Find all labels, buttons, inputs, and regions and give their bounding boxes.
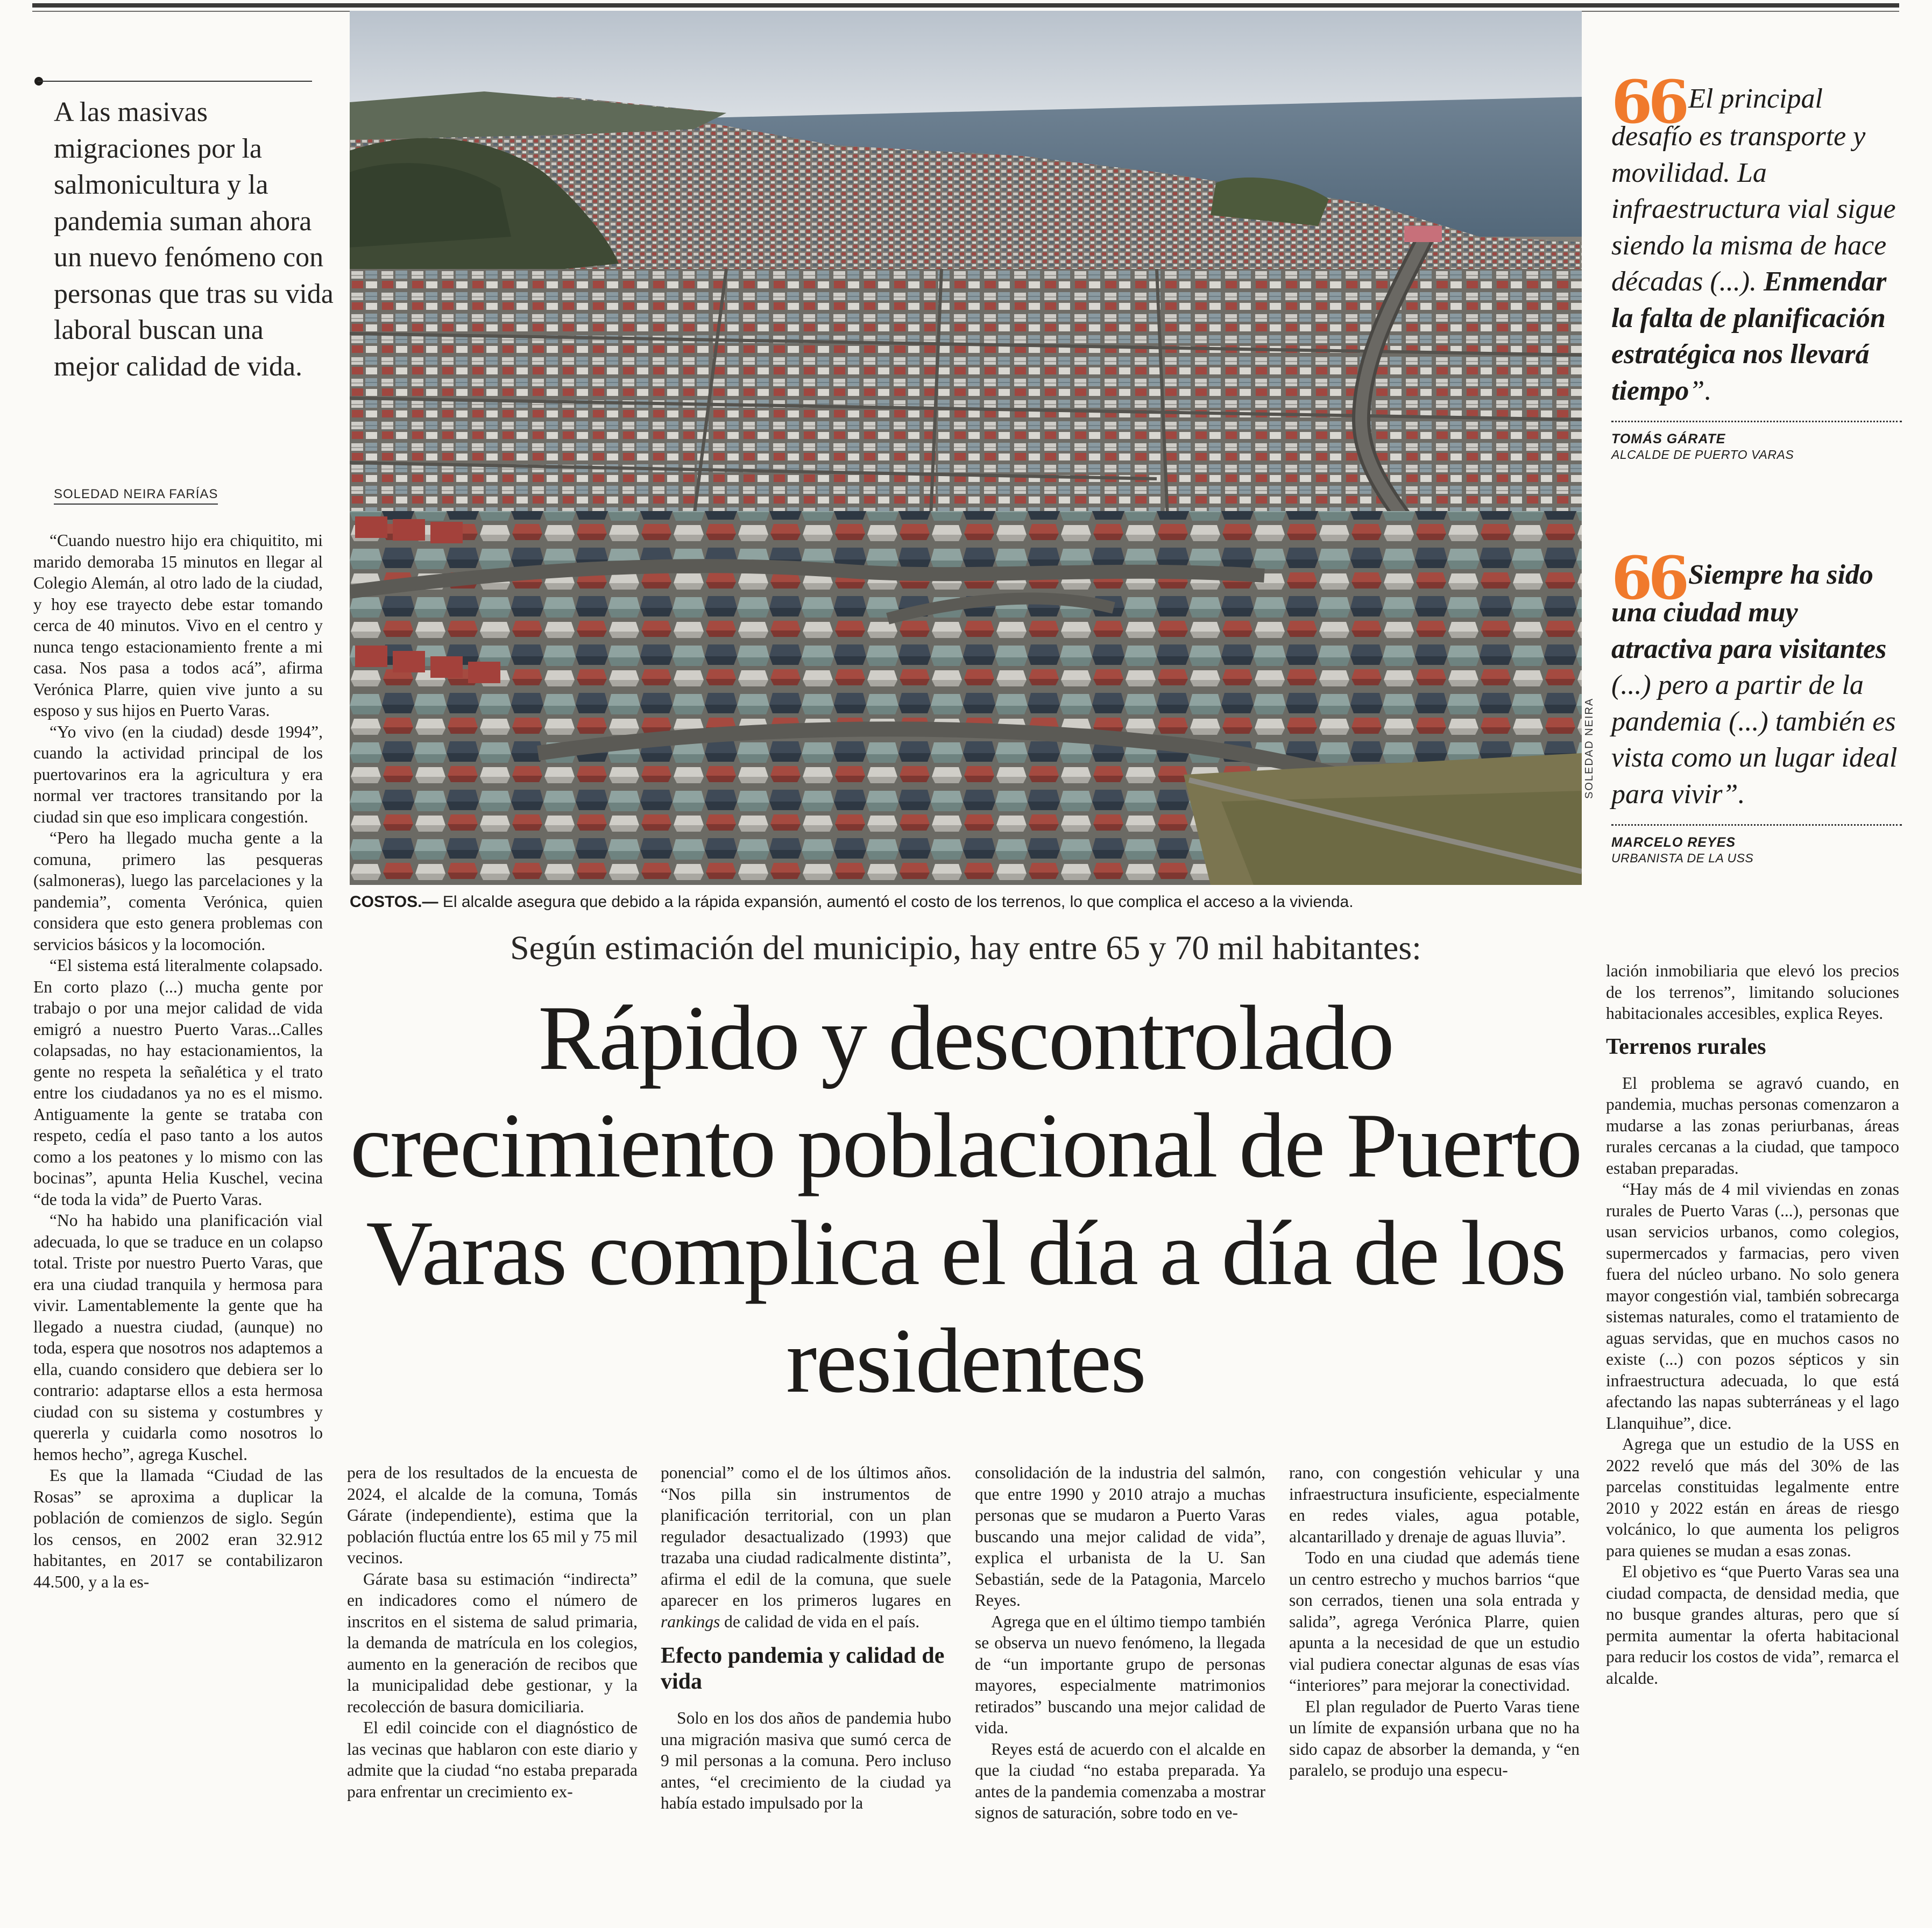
paragraph (661, 1462, 951, 1632)
paragraph-italic: rankings (661, 1612, 720, 1631)
paragraph: Es que la llamada “Ciudad de las Rosas” se aproxima a duplicar la población de comienzos de siglo. Según los censos, en 2002 eran 32.912 habitantes, en 2017 se contabilizaron 44.500, y a la es- (33, 1466, 323, 1591)
byline: SOLEDAD NEIRA FARÍAS (54, 487, 218, 505)
aerial-photo (350, 11, 1582, 885)
pull-quote-1 (1611, 67, 1902, 462)
paragraph: Agrega que en el último tiempo también se observa un nuevo fenómeno, la llegada de “un importante grupo de personas mayores, especialmente matrimonios retirados” buscando una mejor calidad de vida. (975, 1612, 1265, 1737)
paragraph: Solo en los dos años de pandemia hubo una migración masiva que sumó cerca de 9 mil personas a la comuna. Pero incluso antes, “el crecimiento de la ciudad ya había estado impulsado por la (661, 1709, 951, 1812)
subheading: Terrenos rurales (1606, 1034, 1766, 1059)
article-column-3 (661, 1462, 951, 1814)
quote-separator (1611, 421, 1902, 422)
quote-end: ”. (1722, 778, 1745, 810)
quote-text-bold: Siempre ha sido una ciudad muy atractiva para visitantes (1611, 559, 1887, 664)
article-column-1 (33, 530, 323, 1592)
quote-author-role: URBANISTA DE LA USS (1611, 851, 1754, 865)
top-rule (32, 3, 1899, 8)
paragraph-text: de calidad de vida en el país. (720, 1612, 920, 1631)
paragraph: rano, con congestión vehicular y una infraestructura insuficiente, especialmente en redes viales, agua potable, alcantarillado y drenaje de aguas lluvia”. (1289, 1463, 1580, 1546)
paragraph: “Hay más de 4 mil viviendas en zonas rurales de Puerto Varas (...), personas que usan servicios urbanos, como colegios, supermercados y farmacias, pero viven fuera del núcleo urbano. No solo genera mayor congestión vial, también sobrecarga sistemas naturales, como el tratamiento de aguas servidas, que en muchos casos no existe (...) con pozos sépticos y sin infraestructura adecuada, lo que está afectando las napas subterráneas y el lago Llanquihue”, dice. (1606, 1180, 1899, 1433)
article-column-5 (1289, 1462, 1580, 1781)
paragraph: “Pero ha llegado mucha gente a la comuna, primero las pesqueras (salmoneras), luego las parcelaciones y la pandemia”, comenta Verónica, quien considera que esto genera problemas con servicios básicos y la locomoción. (33, 828, 323, 954)
paragraph: “El sistema está literalmente colapsado. En corto plazo (...) mucha gente por trabajo o por una mejor calidad de vida emigró a nuestro Puerto Varas...Calles colapsadas, no hay estacionamientos, la gente no respeta la señalética y el trato entre los ciudadanos ya no es el mismo. Antiguamente la gente se trataba con respeto, cedía el paso tanto a los autos como a los peatones y lo mismo con las bocinas”, apunta Helia Kuschel, vecina “de toda la vida” de Puerto Varas. (33, 956, 323, 1209)
paragraph: lación inmobiliaria que elevó los precios de los terrenos”, limitando soluciones habitacionales accesibles, explica Reyes. (1606, 961, 1899, 1023)
headline: Rápido y descontrolado crecimiento poblacional de Puerto Varas complica el día a día de los residentes (350, 987, 1582, 1412)
paragraph: “Cuando nuestro hijo era chiquitito, mi marido demoraba 15 minutos en llegar al Colegio Alemán, al otro lado de la ciudad, y hoy ese trayecto debe estar tomando cerca de 40 minutos. Vivo en el centro y nunca tengo estacionamiento frente a mi casa. Nos pasa a todos acá”, afirma Verónica Plarre, quien vive junto a su esposo y sus hijos en Puerto Varas. (33, 531, 323, 720)
lead-rule (38, 81, 312, 82)
paragraph: consolidación de la industria del salmón, que entre 1990 y 2010 atrajo a muchas personas que se mudaron a Puerto Varas buscando una mejor calidad de vida”, explica el urbanista de la U. San Sebastián, sede de la Patagonia, Marcelo Reyes. (975, 1463, 1265, 1610)
quote-author: TOMÁS GÁRATE (1611, 431, 1726, 446)
paragraph-text: ponencial” como el de los últimos años. “Nos pilla sin instrumentos de planificación territorial, con un plan regulador desactualizado (1993) que trazaba una ciudad radicalmente distinta”, afirma el edil de la comuna, que suele aparecer en los primeros lugares en (661, 1463, 951, 1610)
paragraph: El objetivo es “que Puerto Varas sea una ciudad compacta, de densidad media, que no busque grandes alturas, pero que sí permita aumentar la oferta habitacional para reducir los costos de vida”, remarca el alcalde. (1606, 1562, 1899, 1688)
pull-quote-2 (1611, 543, 1902, 866)
paragraph: “Yo vivo (en la ciudad) desde 1994”, cuando la actividad principal de los puertovarinos era la agricultura y era normal ver tractores transitando por la ciudad sin que eso implicara congestión. (33, 722, 323, 826)
paragraph: El edil coincide con el diagnóstico de las vecinas que hablaron con este diario y admite que la ciudad “no estaba preparada para enfrentar un crecimiento ex- (347, 1718, 638, 1801)
article-column-6 (1606, 960, 1899, 1689)
quote-text: (...) pero a partir de la pandemia (...) también es vista como un lugar ideal para vivir (1611, 670, 1898, 810)
photo-caption (350, 893, 1582, 911)
subheading: Efecto pandemia y calidad de vida (661, 1643, 945, 1694)
paragraph: Todo en una ciudad que además tiene un centro estrecho y muchos barrios “que son cerrados, tienen una sola entrada y salida”, agrega Verónica Plarre, quien apunta a la necesidad de que un estudio vial pudiera conectar algunas de esas vías “interiores” para mejorar la conectividad. (1289, 1548, 1580, 1695)
quote-separator (1611, 824, 1902, 826)
kicker: Según estimación del municipio, hay entre 65 y 70 mil habitantes: (510, 928, 1421, 967)
caption-text: El alcalde asegura que debido a la rápida expansión, aumentó el costo de los terrenos, lo que complica el acceso a la vivienda. (438, 893, 1354, 911)
paragraph: El plan regulador de Puerto Varas tiene un límite de expansión urbana que no ha sido capaz de absorber la demanda, y “en paralelo, se produjo una especu- (1289, 1697, 1580, 1780)
quote-mark-icon: 66 (1611, 67, 1686, 137)
quote-text-bold: Enmendar la falta de planificación estratégica nos llevará tiempo (1611, 266, 1887, 406)
quote-text: El principal desafío es transporte y movilidad. La infraestructura vial sigue siendo la misma de hace décadas (...). (1611, 83, 1896, 297)
paragraph: Gárate basa su estimación “indirecta” en indicadores como el número de inscritos en el sistema de salud primaria, la demanda de matrícula en los colegios, aumento en la generación de recibos que la municipalidad debe gestionar, y la recolección de basura domiciliaria. (347, 1569, 638, 1716)
lead-paragraph: A las masivas migraciones por la salmonicultura y la pandemia suman ahora un nuevo fenómeno con personas que tras su vida laboral buscan una mejor calidad de vida. (54, 97, 334, 382)
quote-author: MARCELO REYES (1611, 835, 1736, 850)
paragraph: pera de los resultados de la encuesta de 2024, el alcalde de la comuna, Tomás Gárate (independiente), estima que la población fluctúa entre los 65 mil y 75 mil vecinos. (347, 1463, 638, 1567)
quote-end: ”. (1689, 375, 1712, 406)
aerial-photo-illustration (350, 11, 1582, 885)
article-column-2 (347, 1462, 638, 1802)
quote-mark-icon: 66 (1611, 543, 1686, 613)
paragraph: “No ha habido una planificación vial adecuada, lo que se traduce en un colapso total. Triste por nuestro Puerto Varas, que era una ciudad tranquila y hermosa para vivir. Lamentablemente la gente que ha llegado a nuestra ciudad, (aunque) no toda, espera que nosotros nos adaptemos a ella, cuando considero que debiera ser lo contrario: adaptarse ellos a esta hermosa ciudad con su sistema y costumbres y quererla y cuidarla como nosotros lo hemos hecho”, agrega Kuschel. (33, 1211, 323, 1464)
caption-label: COSTOS.— (350, 893, 438, 911)
paragraph: Reyes está de acuerdo con el alcalde en que la ciudad “no estaba preparada. Ya antes de la pandemia comenzaba a mostrar signos de saturación, sobre todo en ve- (975, 1739, 1265, 1822)
photo-credit: SOLEDAD NEIRA (1583, 697, 1595, 799)
article-column-4 (975, 1462, 1265, 1824)
quote-author-role: ALCALDE DE PUERTO VARAS (1611, 448, 1794, 462)
paragraph: Agrega que un estudio de la USS en 2022 reveló que más del 30% de las parcelas constituidas legalmente entre 2010 y 2022 están en áreas de riesgo volcánico, lo que aumenta los peligros para quienes se mudan a esas zonas. (1606, 1435, 1899, 1560)
paragraph: El problema se agravó cuando, en pandemia, muchas personas comenzaron a mudarse a las zonas periurbanas, áreas rurales cercanas a la ciudad, que tampoco estaban preparadas. (1606, 1073, 1899, 1178)
